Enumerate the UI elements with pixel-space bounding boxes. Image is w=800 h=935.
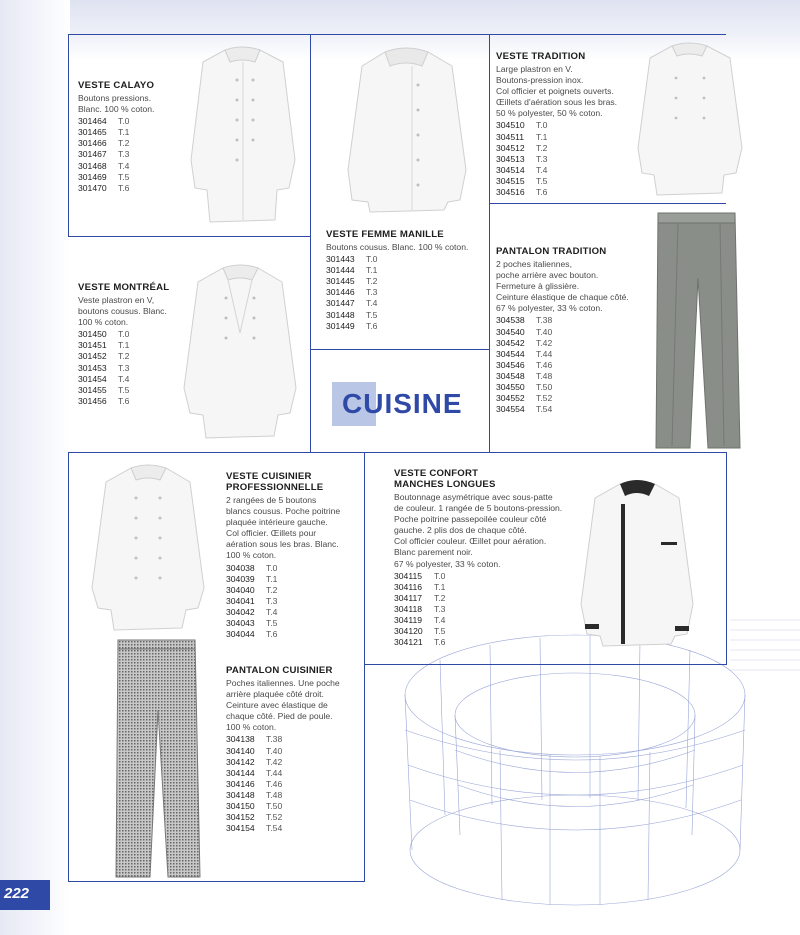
code-row [226,585,361,596]
product-size: T.54 [536,404,553,415]
product-code: 304148 [226,789,255,800]
product-code: 301454 [78,373,107,384]
frame-bottom-right-v [726,452,727,665]
product-code: 304546 [496,359,525,370]
product-size: T.4 [118,160,130,171]
frame-manille-bottom [310,349,489,350]
product-pantalon-cuisinier [226,665,361,834]
product-cuisinier-pro [226,471,361,640]
product-title: PANTALON CUISINIER [226,665,333,676]
product-manille [326,229,486,332]
product-size: T.5 [366,309,378,320]
product-code: 304115 [394,570,423,581]
code-row [226,574,361,585]
product-size: T.52 [536,393,553,404]
product-code: 304513 [496,153,525,164]
product-code: 304512 [496,142,525,153]
product-code: 301448 [326,309,355,320]
code-row [394,593,579,604]
product-code: 301446 [326,287,355,298]
product-calayo [78,80,188,194]
product-size: T.0 [434,570,446,581]
product-title: VESTE CONFORT MANCHES LONGUES [394,468,496,490]
code-row [78,138,188,149]
jacket-cuisinier-image [86,458,211,633]
product-size: T.4 [366,298,378,309]
frame-bottom-top [68,452,726,453]
code-row [226,823,361,834]
product-tradition [496,51,636,198]
product-size: T.1 [536,131,548,142]
product-code: 301455 [78,384,107,395]
product-size: T.48 [266,789,283,800]
code-row [496,154,636,165]
product-size: T.6 [118,182,130,193]
product-size: T.1 [434,581,446,592]
product-size: T.0 [366,254,378,265]
product-size: T.3 [434,603,446,614]
code-row [78,363,188,374]
product-code: 304548 [496,370,525,381]
product-codes [326,254,486,332]
product-size: T.3 [118,149,130,160]
product-code: 304120 [394,626,423,637]
page-number: 222 [4,885,30,902]
frame-col-divider-2 [489,34,490,452]
product-size: T.4 [266,606,278,617]
product-description: Poches italiennes. Une poche arrière plaquée côté droit. Ceinture avec élastique de chaque côté. Pied de poule. 100 % coton. [226,678,340,733]
product-code: 304040 [226,584,255,595]
product-size: T.3 [536,153,548,164]
code-row [78,127,188,138]
code-row [496,187,636,198]
product-codes [496,120,636,198]
code-row [394,582,579,593]
product-size: T.52 [266,812,283,823]
frame-left-top [68,34,69,237]
code-row [496,404,646,415]
left-gradient [0,0,70,935]
product-code: 301468 [78,160,107,171]
code-row [496,132,636,143]
product-size: T.46 [266,778,283,789]
product-pantalon-tradition [496,246,646,415]
code-row [78,396,188,407]
code-row [496,143,636,154]
product-size: T.2 [434,592,446,603]
product-code: 304146 [226,778,255,789]
frame-confort-bottom [364,664,726,665]
code-row [226,734,361,745]
code-row [394,615,579,626]
product-description: Veste plastron en V, boutons cousus. Blanc. 100 % coton. [78,295,167,328]
product-title: PANTALON TRADITION [496,246,607,257]
product-size: T.0 [118,116,130,127]
code-row [394,571,579,582]
code-row [78,183,188,194]
code-row [78,374,188,385]
product-size: T.44 [266,767,283,778]
product-size: T.0 [536,120,548,131]
code-row [78,351,188,362]
code-row [496,338,646,349]
product-size: T.6 [536,187,548,198]
product-codes [226,734,361,834]
code-row [496,120,636,131]
product-code: 301464 [78,116,107,127]
product-code: 304554 [496,404,525,415]
code-row [326,276,486,287]
product-size: T.38 [266,734,283,745]
code-row [496,327,646,338]
product-size: T.40 [266,745,283,756]
product-size: T.1 [118,127,130,138]
product-description: Boutons cousus. Blanc. 100 % coton. [326,242,469,252]
product-code: 301444 [326,265,355,276]
product-size: T.40 [536,326,553,337]
product-size: T.50 [536,382,553,393]
jacket-manille-image [340,40,475,225]
product-code: 301445 [326,276,355,287]
product-codes [226,563,361,641]
product-code: 304150 [226,801,255,812]
product-code: 304138 [226,734,255,745]
product-code: 304039 [226,573,255,584]
code-row [496,165,636,176]
jacket-montreal-image [178,258,303,443]
frame-top-left [68,34,726,35]
product-code: 301452 [78,351,107,362]
product-code: 304515 [496,175,525,186]
product-size: T.46 [536,359,553,370]
product-title: VESTE CUISINIER PROFESSIONNELLE [226,471,324,493]
product-description: 2 poches italiennes, poche arrière avec bouton. Fermeture à glissière. Ceinture élastique de chaque côté. 67 % polyester, 33 % coton. [496,259,629,314]
product-code: 304540 [496,326,525,337]
product-code: 304121 [394,637,423,648]
code-row [326,310,486,321]
product-size: T.38 [536,315,553,326]
product-title: VESTE FEMME MANILLE [326,229,444,240]
product-codes [394,571,579,649]
product-description: 2 rangées de 5 boutons blancs cousus. Poche poitrine plaquée intérieure gauche. Col officier. Œillets pour aération sous les bras. Blanc. 100 % coton. [226,495,341,561]
code-row [394,604,579,615]
product-description: Boutons pressions. Blanc. 100 % coton. [78,93,155,115]
product-code: 304118 [394,603,423,614]
section-title: CUISINE [342,388,463,419]
code-row [78,340,188,351]
product-size: T.2 [118,351,130,362]
product-code: 304140 [226,745,255,756]
product-code: 301470 [78,182,107,193]
frame-calayo-bottom [68,236,310,237]
product-title: VESTE MONTRÉAL [78,282,170,293]
product-code: 304043 [226,618,255,629]
product-code: 304144 [226,767,255,778]
product-code: 304538 [496,315,525,326]
code-row [226,801,361,812]
product-code: 304542 [496,337,525,348]
code-row [226,746,361,757]
code-row [496,176,636,187]
product-size: T.42 [266,756,283,767]
product-size: T.5 [434,626,446,637]
code-row [496,371,646,382]
product-size: T.2 [118,138,130,149]
product-size: T.5 [118,384,130,395]
product-size: T.50 [266,801,283,812]
product-size: T.0 [118,329,130,340]
product-title: VESTE CALAYO [78,80,155,91]
jacket-tradition-image [632,38,747,198]
product-code: 304514 [496,164,525,175]
product-code: 304044 [226,629,255,640]
product-codes [78,329,188,407]
code-row [326,254,486,265]
page-number-badge [0,880,50,910]
product-code: 301447 [326,298,355,309]
product-code: 301450 [78,329,107,340]
code-row [226,790,361,801]
product-description: Large plastron en V. Boutons-pression inox. Col officier et poignets ouverts. Œillets d'aération sous les bras. 50 % polyester, 50 % coton. [496,64,618,119]
product-size: T.5 [118,171,130,182]
product-code: 304154 [226,823,255,834]
pants-cuisinier-image [110,635,205,880]
product-code: 301469 [78,171,107,182]
code-row [326,265,486,276]
pants-tradition-image [650,208,745,451]
code-row [326,287,486,298]
code-row [496,360,646,371]
code-row [78,149,188,160]
code-row [394,637,579,648]
code-row [226,618,361,629]
product-size: T.4 [434,615,446,626]
product-codes [496,315,646,415]
code-row [78,116,188,127]
product-code: 304152 [226,812,255,823]
product-montreal [78,282,188,407]
product-size: T.2 [266,584,278,595]
code-row [226,629,361,640]
wireframe-illustration [400,600,800,935]
code-row [78,172,188,183]
jacket-confort-image [575,474,700,649]
product-size: T.5 [536,175,548,186]
product-size: T.1 [366,265,378,276]
product-size: T.4 [536,164,548,175]
product-code: 304511 [496,131,525,142]
product-size: T.48 [536,370,553,381]
product-confort [394,468,579,648]
product-size: T.6 [366,320,378,331]
frame-mid-divider [364,452,365,882]
frame-col-divider-1 [310,34,311,452]
product-code: 304516 [496,187,525,198]
code-row [496,382,646,393]
product-code: 304510 [496,120,525,131]
frame-bottom-left-v [68,452,69,882]
product-size: T.5 [266,618,278,629]
code-row [226,779,361,790]
code-row [226,757,361,768]
product-size: T.3 [118,362,130,373]
product-size: T.1 [266,573,278,584]
product-codes [78,116,188,194]
frame-tradition-bottom [489,203,726,204]
product-code: 301453 [78,362,107,373]
product-size: T.42 [536,337,553,348]
product-size: T.0 [266,562,278,573]
code-row [226,563,361,574]
product-code: 301465 [78,127,107,138]
product-code: 304544 [496,348,525,359]
code-row [78,385,188,396]
product-description: Boutonnage asymétrique avec sous-patte de couleur. 1 rangée de 5 boutons-pression. Poche poitrine passepoilée couleur côté gauche. 2 plis dos de chaque côté. Col officier couleur. Œillet pour aération. Blanc parement noir. 67 % polyester, 33 % coton. [394,492,563,569]
code-row [78,161,188,172]
product-code: 304042 [226,606,255,617]
code-row [496,315,646,326]
code-row [226,812,361,823]
frame-bottom-bottom [68,881,364,882]
code-row [496,349,646,360]
product-code: 304116 [394,581,423,592]
product-size: T.44 [536,348,553,359]
product-size: T.4 [118,373,130,384]
product-code: 301451 [78,340,107,351]
product-size: T.2 [366,276,378,287]
code-row [496,393,646,404]
product-size: T.2 [536,142,548,153]
product-code: 304041 [226,595,255,606]
product-size: T.6 [266,629,278,640]
product-size: T.6 [118,395,130,406]
code-row [226,607,361,618]
section-title-block [332,382,472,426]
code-row [326,321,486,332]
product-title: VESTE TRADITION [496,51,586,62]
product-code: 304552 [496,393,525,404]
code-row [326,298,486,309]
product-code: 304119 [394,615,423,626]
product-code: 304550 [496,382,525,393]
product-code: 301467 [78,149,107,160]
product-size: T.3 [266,595,278,606]
product-size: T.54 [266,823,283,834]
product-size: T.6 [434,637,446,648]
product-size: T.1 [118,340,130,351]
code-row [226,596,361,607]
code-row [78,329,188,340]
product-code: 301456 [78,395,107,406]
jacket-calayo-image [185,40,300,230]
code-row [226,768,361,779]
product-code: 304038 [226,562,255,573]
product-code: 304117 [394,592,423,603]
code-row [394,626,579,637]
product-code: 301449 [326,320,355,331]
product-size: T.3 [366,287,378,298]
product-code: 304142 [226,756,255,767]
product-code: 301466 [78,138,107,149]
product-code: 301443 [326,254,355,265]
